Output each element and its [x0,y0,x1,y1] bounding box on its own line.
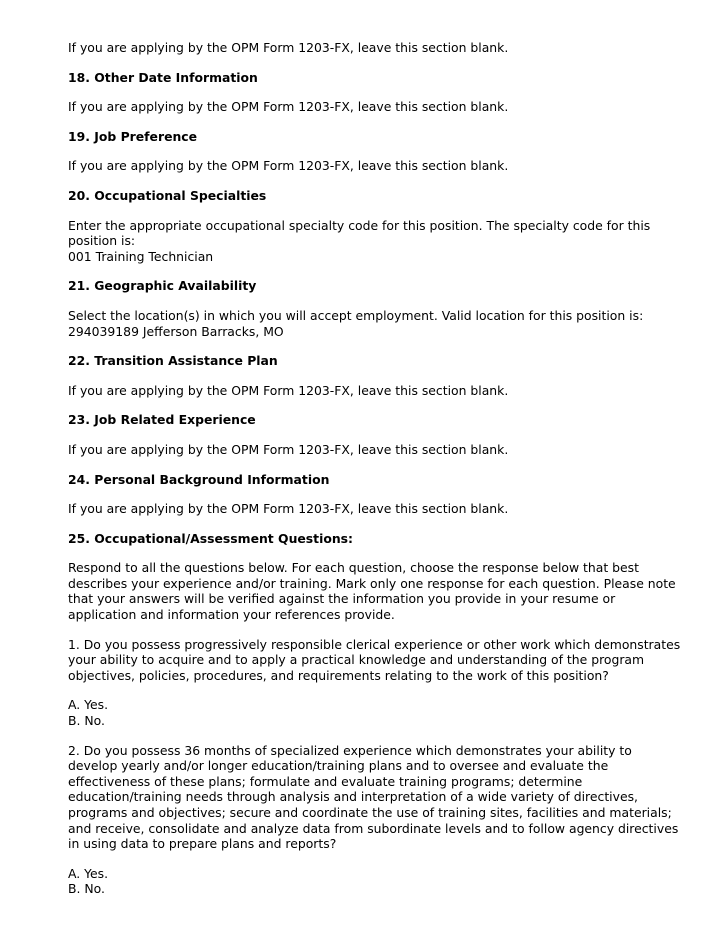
answer-option: B. No. [68,713,105,729]
answer-option: A. Yes. [68,697,109,713]
question-2 [68,742,679,852]
text-line: If you are applying by the OPM Form 1203-FX, leave this section blank. [68,501,509,517]
section-18-text [68,99,668,115]
section-25-heading [68,531,668,547]
text-line: If you are applying by the OPM Form 1203-FX, leave this section blank. [68,40,509,55]
section-23-heading [68,412,668,428]
question-1-answers [68,697,668,728]
heading-line: 19. Job Preference [68,128,198,144]
text-line: If you are applying by the OPM Form 1203-FX, leave this section blank. [68,99,509,115]
question-1 [68,636,681,684]
text-line: If you are applying by the OPM Form 1203-FX, leave this section blank. [68,382,509,398]
answer-option: A. Yes. [68,865,109,881]
document-page [68,40,681,911]
section-21-heading [68,278,668,294]
text-line: If you are applying by the OPM Form 1203-FX, leave this section blank. [68,441,509,457]
text-line: 2. Do you possess 36 months of specialized experience which demonstrates your ability to [68,742,632,758]
text-line: programs and objectives; secure and coordinate the use of training sites, facilities and materials; [68,805,672,820]
section-19-heading [68,129,668,145]
text-line: If you are applying by the OPM Form 1203-FX, leave this section blank. [68,158,509,174]
text-line: describes your experience and/or training. Mark only one response for each question. Please note [68,575,676,591]
answer-option: B. No. [68,881,105,897]
text-line: Enter the appropriate occupational specialty code for this position. The specialty code for this [68,217,651,233]
section-22-text [68,383,668,399]
text-line: position is: [68,233,136,249]
text-line: application and information your references provide. [68,607,395,623]
section-20-heading [68,188,668,204]
section-19-text [68,158,668,174]
section-24-heading [68,472,668,488]
text-line: objectives, policies, procedures, and requirements relating to the work of this position? [68,667,609,683]
section-22-heading [68,353,668,369]
heading-line: 24. Personal Background Information [68,471,330,487]
section-20-text [68,218,668,265]
section-18-heading [68,70,668,86]
heading-line: 25. Occupational/Assessment Questions: [68,530,354,546]
text-line: in using data to prepare plans and reports? [68,836,337,852]
section-17-text [68,40,668,56]
section-25-instructions [68,560,676,623]
text-line: Select the location(s) in which you will accept employment. Valid location for this position is: [68,307,644,323]
section-23-text [68,442,668,458]
text-line: that your answers will be verified against the information you provide in your resume or [68,591,616,607]
section-24-text [68,501,668,517]
text-line: effectiveness of these plans; formulate and evaluate training programs; determine [68,773,583,789]
text-line: 294039189 Jefferson Barracks, MO [68,323,284,339]
text-line: develop yearly and/or longer education/training plans and to oversee and evaluate the [68,758,609,774]
text-line: 1. Do you possess progressively responsible clerical experience or other work which demonstrates [68,636,681,652]
heading-line: 20. Occupational Specialties [68,187,267,203]
heading-line: 18. Other Date Information [68,69,258,85]
text-line: your ability to acquire and to apply a practical knowledge and understanding of the program [68,652,645,668]
text-line: Respond to all the questions below. For each question, choose the response below that best [68,560,639,576]
heading-line: 22. Transition Assistance Plan [68,353,278,369]
heading-line: 21. Geographic Availability [68,278,257,294]
text-line: 001 Training Technician [68,248,214,264]
section-21-text [68,308,668,339]
question-2-answers [68,866,668,897]
text-line: education/training needs through analysis and interpretation of a wide variety of directives, [68,789,638,805]
text-line: and receive, consolidate and analyze data from subordinate levels and to follow agency directives [68,820,679,836]
heading-line: 23. Job Related Experience [68,412,256,428]
